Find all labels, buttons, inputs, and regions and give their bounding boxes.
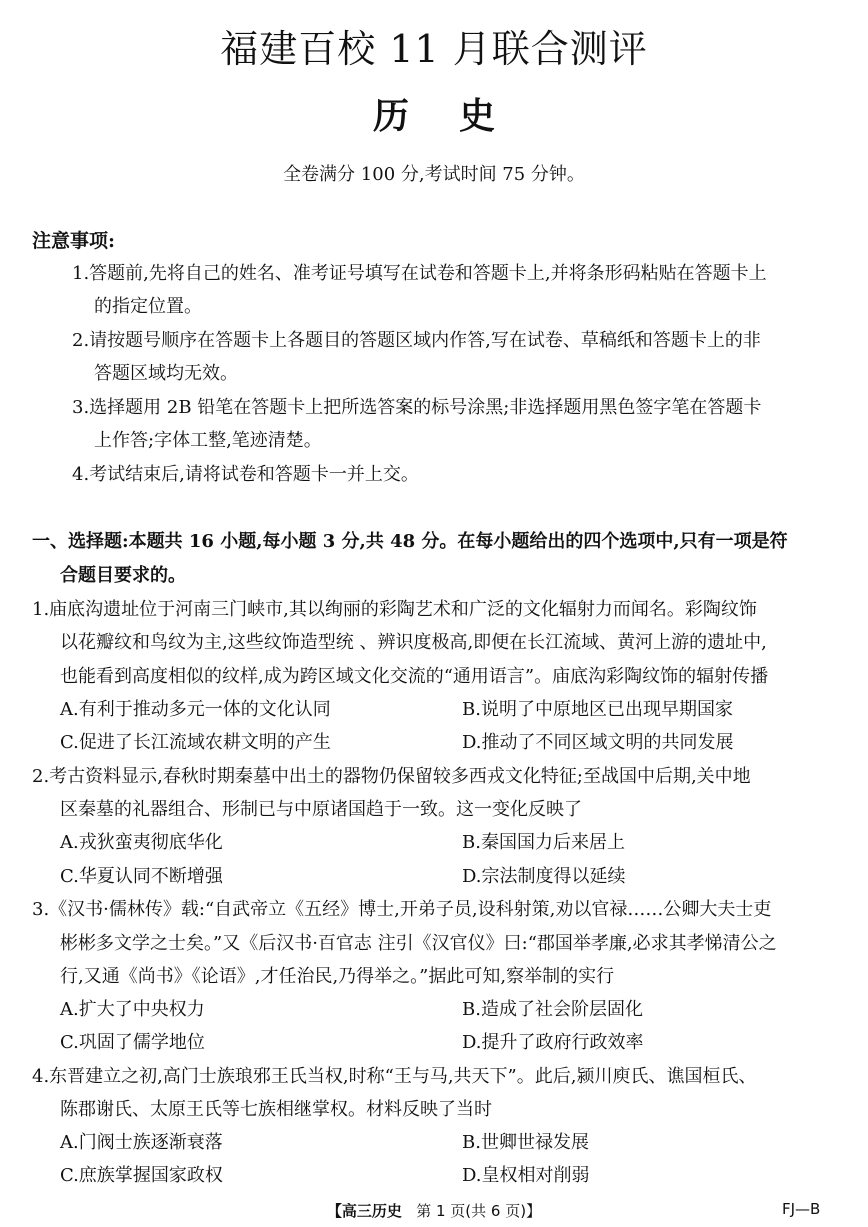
section-heading: 一、选择题:本题共 16 小题,每小题 3 分,共 48 分。在每小题给出的四个选项中,只有一项是符 (32, 531, 788, 552)
page-footer (0, 1200, 868, 1221)
subject-title (0, 88, 868, 139)
question-3-stem: 3.《汉书·儒林传》载:“自武帝立《五经》博士,开弟子员,设科射策,劝以官禄……公卿大夫士吏 (32, 899, 772, 920)
question-4-option-a: A.门阀士族逐渐衰落 (60, 1132, 223, 1153)
question-4-option-c: C.庶族掌握国家政权 (60, 1165, 223, 1186)
question-2-option-d: D.宗法制度得以延续 (462, 866, 626, 887)
question-3-stem: 彬彬多文学之士矣。”又《后汉书·百官志 注引《汉官仪》曰:“郡国举孝廉,必求其孝悌清公之 (60, 933, 777, 954)
question-1-option-c: C.促进了长江流域农耕文明的产生 (60, 732, 331, 753)
question-2-stem: 区秦墓的礼器组合、形制已与中原诸国趋于一致。这一变化反映了 (60, 799, 582, 820)
footer-page-number: 第 1 页(共 6 页)】 (416, 1202, 542, 1220)
question-3-option-d: D.提升了政府行政效率 (462, 1032, 644, 1053)
question-2-option-c: C.华夏认同不断增强 (60, 866, 223, 887)
question-4-option-d: D.皇权相对削弱 (462, 1165, 590, 1186)
note-line: 的指定位置。 (94, 296, 202, 317)
question-4-option-b: B.世卿世禄发展 (462, 1132, 589, 1153)
paper-code: FJ—B (782, 1200, 821, 1218)
notes-heading: 注意事项: (32, 230, 116, 252)
note-line: 4.考试结束后,请将试卷和答题卡一并上交。 (72, 464, 419, 485)
question-2-option-b: B.秦国国力后来居上 (462, 832, 625, 853)
question-4-stem: 4.东晋建立之初,高门士族琅邪王氏当权,时称“王与马,共天下”。此后,颍川庾氏、谯国桓氏、 (32, 1066, 757, 1087)
note-line: 2.请按题号顺序在答题卡上各题目的答题区域内作答,写在试卷、草稿纸和答题卡上的非 (72, 330, 761, 351)
exam-title: 福建百校 11 月联合测评 (220, 27, 648, 71)
question-1-stem: 1.庙底沟遗址位于河南三门峡市,其以绚丽的彩陶艺术和广泛的文化辐射力而闻名。彩陶纹饰 (32, 599, 757, 620)
note-line: 上作答;字体工整,笔迹清楚。 (94, 430, 322, 451)
footer-label: 【高三历史 (326, 1202, 402, 1220)
subject-char-1: 历 (372, 95, 409, 137)
question-1-option-a: A.有利于推动多元一体的文化认同 (60, 699, 331, 720)
question-1-option-b: B.说明了中原地区已出现早期国家 (462, 699, 733, 720)
question-3-option-c: C.巩固了儒学地位 (60, 1032, 205, 1053)
question-4-stem: 陈郡谢氏、太原王氏等七族相继掌权。材料反映了当时 (60, 1099, 492, 1120)
note-line: 3.选择题用 2B 铅笔在答题卡上把所选答案的标号涂黑;非选择题用黑色签字笔在答题卡 (72, 397, 762, 418)
question-2-stem: 2.考古资料显示,春秋时期秦墓中出土的器物仍保留较多西戎文化特征;至战国中后期,关中地 (32, 766, 751, 787)
note-line: 答题区域均无效。 (94, 363, 238, 384)
question-3-option-a: A.扩大了中央权力 (60, 999, 205, 1020)
question-3-stem: 行,又通《尚书》《论语》,才任治民,乃得举之。”据此可知,察举制的实行 (60, 966, 615, 987)
score-time-line: 全卷满分 100 分,考试时间 75 分钟。 (283, 164, 585, 185)
note-line: 1.答题前,先将自己的姓名、准考证号填写在试卷和答题卡上,并将条形码粘贴在答题卡上 (72, 263, 767, 284)
subject-char-2: 史 (458, 95, 495, 137)
question-3-option-b: B.造成了社会阶层固化 (462, 999, 643, 1020)
section-heading-cont: 合题目要求的。 (60, 565, 186, 586)
question-1-stem: 以花瓣纹和鸟纹为主,这些纹饰造型统 、辨识度极高,即便在长江流域、黄河上游的遗址中, (60, 632, 767, 653)
question-1-option-d: D.推动了不同区域文明的共同发展 (462, 732, 734, 753)
question-1-stem: 也能看到高度相似的纹样,成为跨区域文化交流的“通用语言”。庙底沟彩陶纹饰的辐射传播 (60, 666, 769, 687)
question-2-option-a: A.戎狄蛮夷彻底华化 (60, 832, 223, 853)
